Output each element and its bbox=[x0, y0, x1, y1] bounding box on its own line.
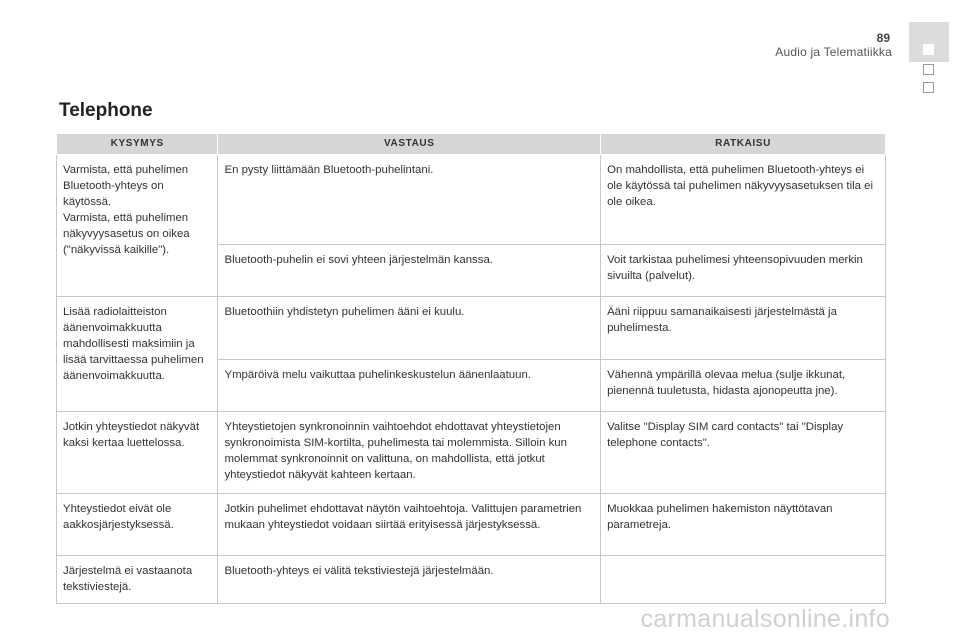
page-number: 89 bbox=[876, 31, 890, 45]
watermark: carmanualsonline.info bbox=[640, 605, 890, 633]
answer-cell: Ympäröivä melu vaikuttaa puhelinkeskustelun äänenlaatuun. bbox=[218, 360, 601, 412]
table-header-row bbox=[57, 134, 886, 155]
page-title: Telephone bbox=[59, 100, 153, 121]
answer-cell: Yhteystietojen synkronoinnin vaihtoehdot ehdottavat yhteystietojen synkronoimista SIM-kortilta, puhelimesta tai molemmista. Silloin kun molemmat synkronoinnit on valittuna, on mahdollista, että jotkut yhteystiedot näkyvät kahteen kertaan. bbox=[218, 412, 601, 494]
solution-cell: Voit tarkistaa puhelimesi yhteensopivuuden merkin sivuilta (palvelut). bbox=[601, 245, 886, 297]
solution-cell: Vähennä ympärillä olevaa melua (sulje ikkunat, pienennä tuuletusta, hidasta ajonopeutta jne). bbox=[601, 360, 886, 412]
column-header-answer: VASTAUS bbox=[218, 134, 601, 155]
table-row bbox=[57, 412, 886, 494]
table-row bbox=[57, 494, 886, 556]
faq-table bbox=[56, 133, 886, 604]
answer-cell: Bluetoothiin yhdistetyn puhelimen ääni ei kuulu. bbox=[218, 297, 601, 360]
table-row bbox=[57, 297, 886, 360]
tab-marker bbox=[923, 64, 934, 75]
question-cell: Yhteystiedot eivät ole aakkosjärjestyksessä. bbox=[57, 494, 218, 556]
solution-cell: Ääni riippuu samanaikaisesti järjestelmästä ja puhelimesta. bbox=[601, 297, 886, 360]
question-cell: Lisää radiolaitteiston äänenvoimakkuutta mahdollisesti maksimiin ja lisää tarvittaessa puhelimen äänenvoimakkuutta. bbox=[57, 297, 218, 412]
table-row bbox=[57, 155, 886, 245]
column-header-solution: RATKAISU bbox=[601, 134, 886, 155]
tab-marker-active bbox=[909, 22, 949, 62]
table-row bbox=[57, 556, 886, 604]
section-name: Audio ja Telematiikka bbox=[775, 45, 892, 59]
answer-cell: En pysty liittämään Bluetooth-puhelintani. bbox=[218, 155, 601, 245]
answer-cell: Bluetooth-yhteys ei välitä tekstiviestejä järjestelmään. bbox=[218, 556, 601, 604]
solution-cell: On mahdollista, että puhelimen Bluetooth-yhteys ei ole käytössä tai puhelimen näkyvyysasetuksen tila ei ole oikea. bbox=[601, 155, 886, 245]
question-text: Varmista, että puhelimen Bluetooth-yhteys on käytössä. Varmista, että puhelimen näkyvyysasetus on oikea ("näkyvissä kaikille"). bbox=[63, 164, 190, 256]
solution-cell bbox=[601, 556, 886, 604]
question-cell bbox=[57, 155, 218, 297]
column-header-question: KYSYMYS bbox=[57, 134, 218, 155]
question-cell: Jotkin yhteystiedot näkyvät kaksi kertaa luettelossa. bbox=[57, 412, 218, 494]
solution-cell: Valitse "Display SIM card contacts" tai "Display telephone contacts". bbox=[601, 412, 886, 494]
answer-cell: Jotkin puhelimet ehdottavat näytön vaihtoehtoja. Valittujen parametrien mukaan yhteystiedot voidaan siirtää erityisessä järjestyksessä. bbox=[218, 494, 601, 556]
answer-cell: Bluetooth-puhelin ei sovi yhteen järjestelmän kanssa. bbox=[218, 245, 601, 297]
solution-cell: Muokkaa puhelimen hakemiston näyttötavan parametreja. bbox=[601, 494, 886, 556]
question-cell: Järjestelmä ei vastaanota tekstiviestejä. bbox=[57, 556, 218, 604]
tab-marker bbox=[923, 82, 934, 93]
